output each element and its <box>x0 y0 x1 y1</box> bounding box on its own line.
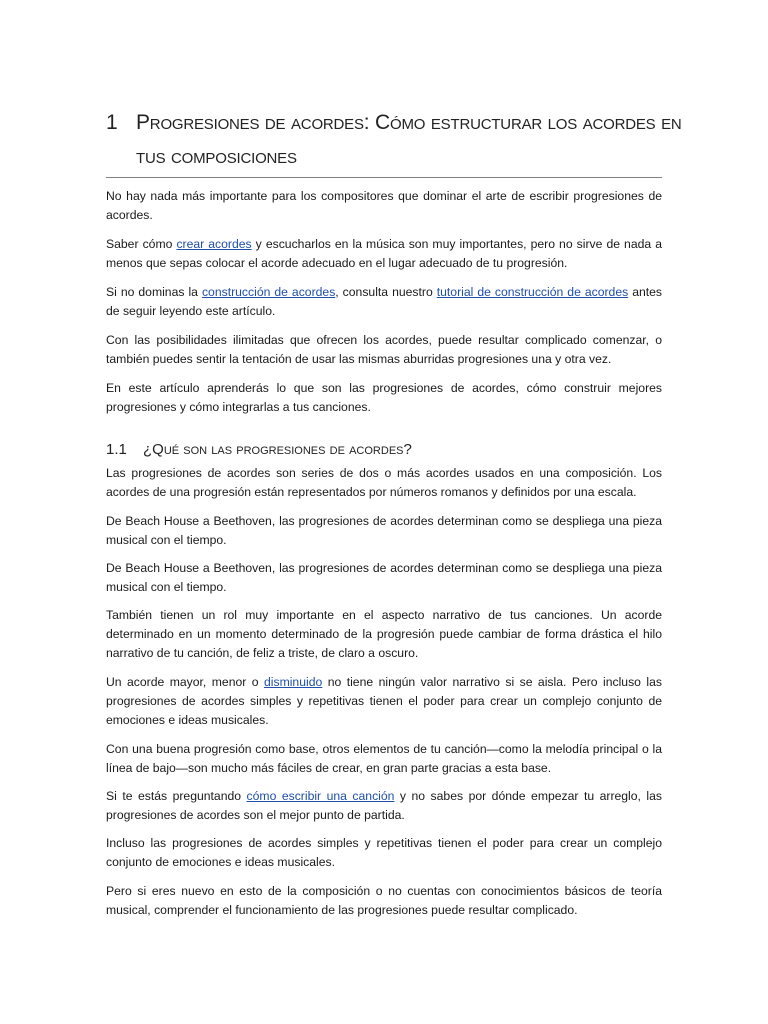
paragraph: Con una buena progresión como base, otros elementos de tu canción—como la melodía principal o la línea de bajo—son mucho más fáciles de crear, en gran parte gracias a esta base. <box>106 742 662 775</box>
paragraph: Incluso las progresiones de acordes simples y repetitivas tienen el poder para crear un complejo conjunto de emociones e ideas musicales. <box>106 836 662 869</box>
paragraph-text: Un acorde mayor, menor o <box>106 675 264 689</box>
heading-1 <box>106 111 682 180</box>
paragraph: No hay nada más importante para los compositores que dominar el arte de escribir progresiones de acordes. <box>106 189 662 222</box>
paragraph-text: y escucharlos en la música son muy importantes, pero no sirve de nada a menos que sepas colocar el acorde adecuado en el lugar adecuado de tu progresión. <box>106 237 662 270</box>
heading-1-number: 1 <box>106 111 118 134</box>
heading-2-text: ¿Qué son las progresiones de acordes? <box>143 441 412 458</box>
paragraph <box>106 283 662 321</box>
paragraph <box>106 787 662 825</box>
paragraph-text: antes de seguir leyendo este artículo. <box>106 285 663 318</box>
heading-1-text-line-1: Progresiones de acordes: Cómo estructurar los acordes en <box>136 111 682 134</box>
link-tutorial-construccion-de-acordes[interactable]: tutorial de construcción de acordes <box>436 285 629 299</box>
paragraph: En este artículo aprenderás lo que son las progresiones de acordes, cómo construir mejores progresiones y cómo integrarlas a tus canciones. <box>106 381 662 414</box>
heading-2 <box>106 441 662 458</box>
paragraph-text: no tiene ningún valor narrativo si se aisla. Pero incluso las progresiones de acordes simples y repetitivas tienen el poder para crear un complejo conjunto de emociones e ideas musicales. <box>106 675 662 727</box>
link-construccion-de-acordes[interactable]: construcción de acordes <box>201 285 336 299</box>
heading-1-line-1 <box>106 111 682 146</box>
paragraph: De Beach House a Beethoven, las progresiones de acordes determinan como se despliega una pieza musical con el tiempo. <box>106 514 662 547</box>
heading-underline <box>106 177 662 178</box>
paragraph-text: Saber cómo <box>106 237 177 251</box>
paragraph-text: y no sabes por dónde empezar tu arreglo, las progresiones de acordes son el mejor punto de partida. <box>106 789 662 822</box>
paragraph-text: Si te estás preguntando <box>106 789 247 803</box>
paragraph: De Beach House a Beethoven, las progresiones de acordes determinan como se despliega una pieza musical con el tiempo. <box>106 561 662 594</box>
heading-1-text-line-2: tus composiciones <box>136 145 297 168</box>
paragraph: Pero si eres nuevo en esto de la composición o no cuentas con conocimientos básicos de teoría musical, comprender el funcionamiento de las progresiones puede resultar complicado. <box>106 884 662 917</box>
link-crear-acordes[interactable]: crear acordes <box>176 237 252 251</box>
paragraph: También tienen un rol muy importante en el aspecto narrativo de tus canciones. Un acorde determinado en un momento determinado de la progresión puede cambiar de forma drástica el hilo narrativo de tu canción, de feliz a triste, de claro a oscuro. <box>106 608 662 660</box>
link-como-escribir-una-cancion[interactable]: cómo escribir una canción <box>246 789 395 803</box>
paragraph <box>106 673 662 730</box>
paragraph <box>106 235 662 273</box>
heading-2-number: 1.1 <box>106 441 127 458</box>
paragraph-text: Si no dominas la <box>106 285 202 299</box>
link-disminuido[interactable]: disminuido <box>263 675 323 689</box>
paragraph: Las progresiones de acordes son series de dos o más acordes usados en una composición. Los acordes de una progresión están representados por números romanos y definidos por una escala. <box>106 466 662 499</box>
paragraph: Con las posibilidades ilimitadas que ofrecen los acordes, puede resultar complicado comenzar, o también puedes sentir la tentación de usar las mismas aburridas progresiones una y otra vez. <box>106 333 662 366</box>
paragraph-text: , consulta nuestro <box>335 285 437 299</box>
